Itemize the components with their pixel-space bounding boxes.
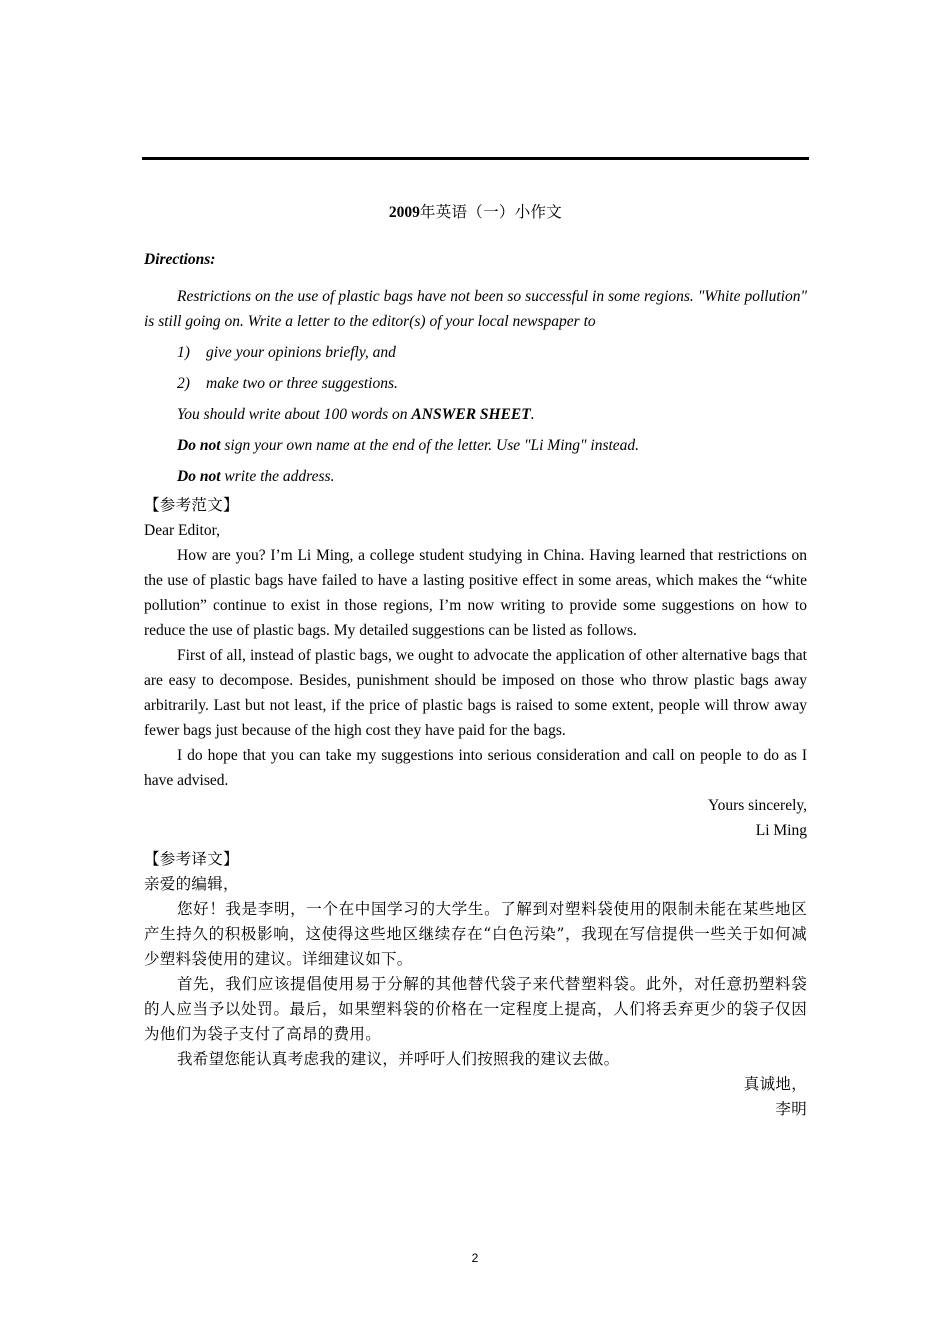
directions-signing xyxy=(144,433,807,458)
directions-item-1-number: 1) xyxy=(177,344,190,361)
translation-salutation: 亲爱的编辑， xyxy=(144,875,239,893)
directions-address xyxy=(144,464,807,489)
sample-heading: 【参考范文】 xyxy=(144,496,239,514)
sample-paragraph-3: I do hope that you can take my suggestions into serious consideration and call on people to do as I have advised. xyxy=(144,747,807,789)
translation-closing: 真诚地， xyxy=(743,1075,807,1093)
translation-paragraph-2: 首先，我们应该提倡使用易于分解的其他替代袋子来代替塑料袋。此外，对任意扔塑料袋的人应当予以处罚。最后，如果塑料袋的价格在一定程度上提高，人们将丢弃更少的袋子仅因为他们为袋子支付了高昂的费用。 xyxy=(144,975,807,1043)
sample-signature: Li Ming xyxy=(755,822,807,839)
directions-label: Directions: xyxy=(144,251,216,268)
directions-item-2 xyxy=(144,371,807,396)
translation-heading: 【参考译文】 xyxy=(144,850,239,868)
sign-do-not: Do not xyxy=(177,437,221,454)
directions-word-count xyxy=(144,402,807,427)
translation-paragraph-1: 您好！我是李明，一个在中国学习的大学生。了解到对塑料袋使用的限制未能在某些地区产生持久的积极影响，这使得这些地区继续存在“白色污染”，我现在写信提供一些关于如何减少塑料袋使用的建议。详细建议如下。 xyxy=(144,900,807,968)
translation-paragraph-3: 我希望您能认真考虑我的建议，并呼吁人们按照我的建议去做。 xyxy=(177,1050,620,1068)
address-rest: write the address. xyxy=(220,468,335,485)
word-count-post: . xyxy=(530,406,535,423)
answer-sheet-label: ANSWER SHEET xyxy=(411,406,531,423)
sample-paragraph-1: How are you? I’m Li Ming, a college student studying in China. Having learned that restrictions on the use of plastic bags have failed to have a lasting positive effect in some areas, which makes the “white pollution” continue to exist in those regions, I’m now writing to provide some suggestions on how to reduce the use of plastic bags. My detailed suggestions can be listed as follows. xyxy=(144,547,807,639)
title-text: 年英语（一）小作文 xyxy=(419,203,563,221)
page-title xyxy=(144,200,807,225)
sample-closing: Yours sincerely, xyxy=(707,797,807,814)
directions-intro: Restrictions on the use of plastic bags have not been so successful in some regions. "White pollution" is still going on. Write a letter to the editor(s) of your local newspaper to xyxy=(144,288,807,330)
directions-item-2-text: make two or three suggestions. xyxy=(206,375,398,392)
document-content xyxy=(144,200,807,1122)
address-do-not: Do not xyxy=(177,468,221,485)
sample-salutation: Dear Editor, xyxy=(144,522,220,539)
directions-item-2-number: 2) xyxy=(177,375,190,392)
title-year: 2009 xyxy=(388,204,420,221)
directions-item-1-text: give your opinions briefly, and xyxy=(206,344,396,361)
translation-signature: 李明 xyxy=(775,1100,807,1118)
word-count-pre: You should write about 100 words on xyxy=(177,406,412,423)
page-number: 2 xyxy=(471,1251,479,1265)
header-rule xyxy=(142,157,809,160)
sign-rest: sign your own name at the end of the letter. Use "Li Ming" instead. xyxy=(220,437,640,454)
directions-item-1 xyxy=(144,340,807,365)
sample-paragraph-2: First of all, instead of plastic bags, we ought to advocate the application of other alternative bags that are easy to decompose. Besides, punishment should be imposed on those who throw plastic bags away arbitrarily. Last but not least, if the price of plastic bags is raised to some extent, people will throw away fewer bags just because of the high cost they have paid for the bags. xyxy=(144,647,807,739)
